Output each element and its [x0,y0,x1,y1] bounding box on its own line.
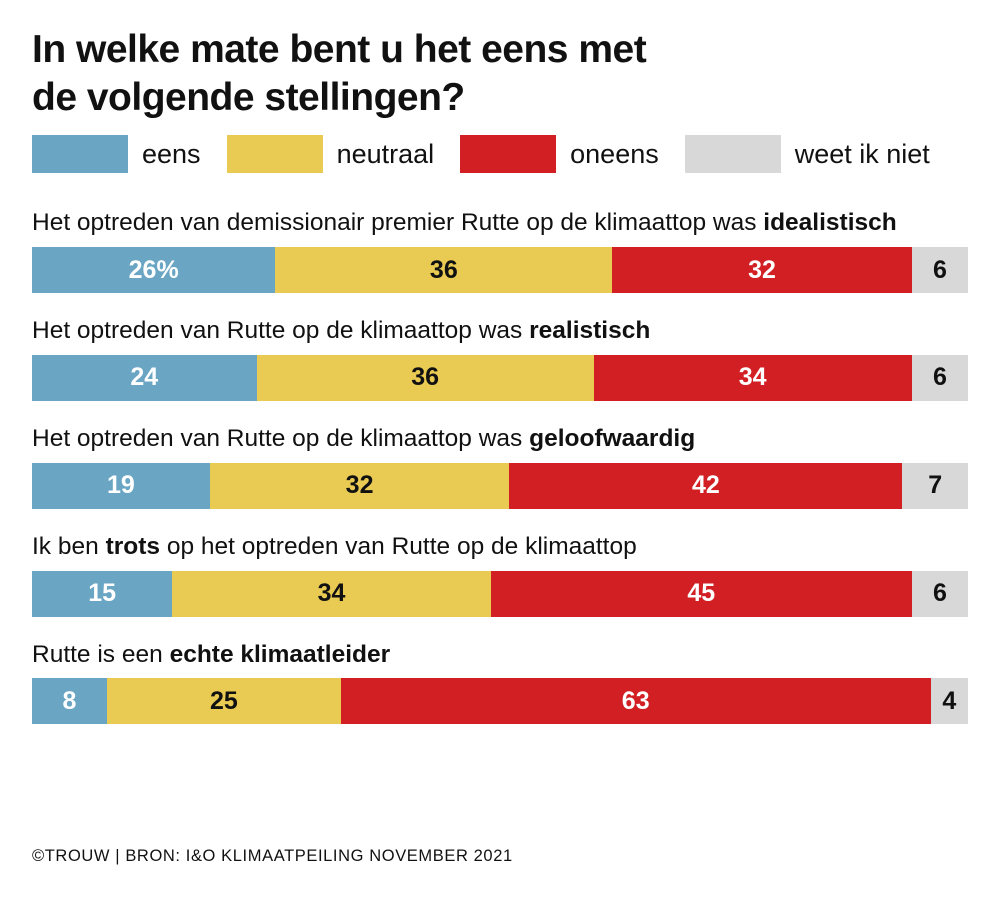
chart-row [32,207,968,293]
bar-segment-oneens: 32 [612,247,912,293]
bar-segment-weet-ik-niet: 6 [912,355,968,401]
stacked-bar [32,571,968,617]
row-label [32,531,968,563]
bar-segment-eens: 15 [32,571,172,617]
bar-segment-eens: 8 [32,678,107,724]
chart-row [32,639,968,725]
bar-segment-oneens: 42 [509,463,902,509]
row-label-prefix: Het optreden van demissionair premier Rutte op de klimaattop was [32,209,764,237]
legend-swatch-weet-ik-niet [685,135,781,173]
legend-label-eens: eens [142,138,201,169]
bar-segment-weet-ik-niet: 6 [912,247,968,293]
row-label-prefix: Rutte is een [32,640,170,668]
legend-label-oneens: oneens [570,138,659,169]
stacked-bar [32,247,968,293]
row-label-prefix: Het optreden van Rutte op de klimaattop was [32,424,530,452]
legend-swatch-neutraal [227,135,323,173]
chart-legend [32,135,968,173]
row-label [32,315,968,347]
bar-segment-eens: 19 [32,463,210,509]
bar-segment-neutraal: 36 [257,355,594,401]
chart-row [32,315,968,401]
bar-segment-neutraal: 25 [107,678,341,724]
row-label-emphasis: geloofwaardig [529,424,696,452]
row-label-prefix: Ik ben [32,532,106,560]
legend-item-weet-ik-niet [685,135,956,173]
chart-row [32,423,968,509]
legend-item-eens [32,135,227,173]
bar-segment-oneens: 45 [491,571,912,617]
row-label-emphasis: echte klimaatleider [169,640,391,668]
chart-row [32,531,968,617]
stacked-bar [32,678,968,724]
page-title-line-1: In welke mate bent u het eens met [32,28,647,71]
legend-label-weet-ik-niet: weet ik niet [794,138,930,169]
bar-segment-weet-ik-niet: 4 [931,678,968,724]
bar-segment-oneens: 63 [341,678,931,724]
page-title-line-2: de volgende stellingen? [32,75,465,119]
row-label-emphasis: trots [105,532,161,560]
legend-item-oneens [460,135,685,173]
stacked-bar [32,355,968,401]
bar-segment-eens: 24 [32,355,257,401]
row-label-suffix: op het optreden van Rutte op de klimaattop [160,532,637,560]
bar-segment-neutraal: 34 [172,571,490,617]
legend-item-neutraal [227,135,461,173]
legend-swatch-eens [32,135,128,173]
bar-segment-weet-ik-niet: 6 [912,571,968,617]
row-label-emphasis: idealistisch [763,209,897,237]
source-credit: ©TROUW | BRON: I&O KLIMAATPEILING NOVEMBER 2021 [32,847,513,865]
row-label-emphasis: realistisch [529,317,651,344]
page-title [32,26,892,121]
bar-segment-oneens: 34 [594,355,912,401]
stacked-bar [32,463,968,509]
row-label [32,423,968,455]
row-label [32,639,968,671]
chart-rows [32,207,968,724]
bar-segment-neutraal: 32 [210,463,510,509]
row-label [32,207,968,239]
bar-segment-eens: 26% [32,247,275,293]
legend-swatch-oneens [460,135,556,173]
row-label-prefix: Het optreden van Rutte op de klimaattop was [32,317,530,344]
bar-segment-weet-ik-niet: 7 [902,463,968,509]
legend-label-neutraal: neutraal [336,138,435,169]
bar-segment-neutraal: 36 [275,247,612,293]
